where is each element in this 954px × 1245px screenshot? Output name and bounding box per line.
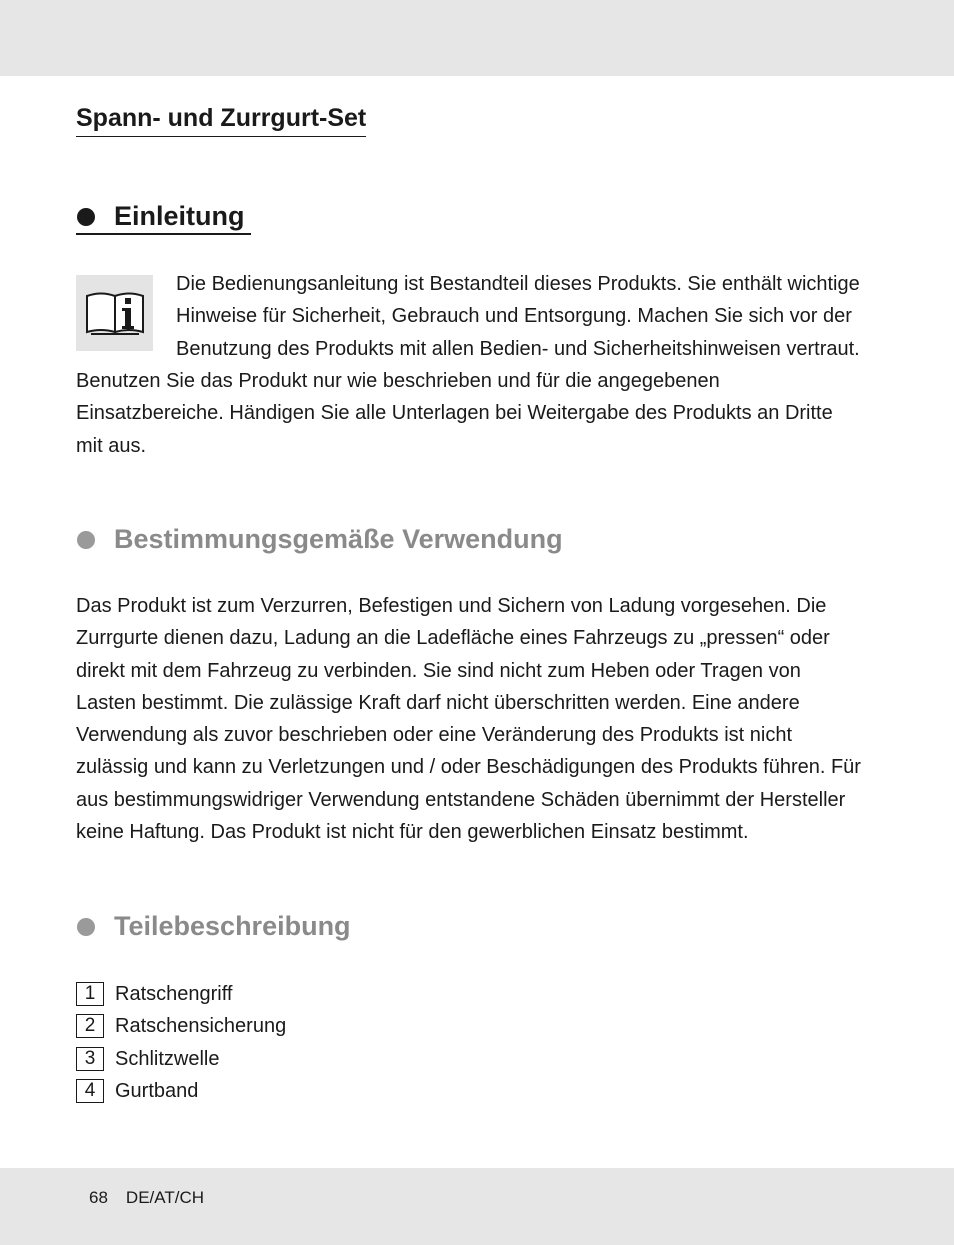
section-bullet-icon [77,531,95,549]
paragraph-line: aus bestimmungswidriger Verwendung entstandene Schäden übernimmt der Hersteller [76,788,846,811]
page-footer [89,1187,204,1209]
paragraph-line: Verwendung als zuvor beschrieben oder eine Veränderung des Produkts ist nicht [76,724,793,747]
part-label: Schlitzwelle [115,1047,220,1070]
top-margin-band [0,0,954,76]
intro-paragraph [176,268,860,365]
paragraph-line: Benutzung des Produkts mit allen Bedien- und Sicherheitshinweisen vertraut. [176,337,860,360]
section-bullet-icon [77,918,95,936]
paragraph-line: keine Haftung. Das Produkt ist nicht für den gewerblichen Einsatz bestimmt. [76,821,749,844]
document-title: Spann- und Zurrgurt-Set [76,102,366,137]
paragraph-line: Hinweise für Sicherheit, Gebrauch und Entsorgung. Machen Sie sich vor der [176,305,852,328]
section-title-teile: Teilebeschreibung [114,911,351,941]
part-number-box: 2 [76,1014,104,1038]
section-title-verwendung: Bestimmungsgemäße Verwendung [114,524,563,554]
part-number-box: 1 [76,982,104,1006]
part-label: Ratschensicherung [115,1015,287,1038]
info-manual-icon [76,275,153,351]
part-number-box: 3 [76,1047,104,1071]
paragraph-line: Das Produkt ist zum Verzurren, Befestigen und Sichern von Ladung vorgesehen. Die [76,595,827,617]
paragraph-line: zulässig und kann zu Verletzungen und / oder Beschädigungen des Produkts führen. Für [76,756,861,779]
locale-label: DE/AT/CH [125,1188,204,1207]
paragraph-line: Zurrgurte dienen dazu, Ladung an die Ladefläche eines Fahrzeugs zu „pressen“ oder [76,627,830,650]
part-label: Gurtband [115,1080,199,1103]
part-number-box: 4 [76,1079,104,1103]
paragraph-line: Die Bedienungsanleitung ist Bestandteil dieses Produkts. Sie enthält wichtige [176,273,860,295]
paragraph-line: Benutzen Sie das Produkt nur wie beschrieben und für die angegebenen [76,370,720,392]
intro-paragraph-continued [76,365,833,462]
paragraph-line: Einsatzbereiche. Händigen Sie alle Unterlagen bei Weitergabe des Produkts an Dritte [76,402,833,425]
part-label: Ratschengriff [115,983,233,1005]
paragraph-line: direkt mit dem Fahrzeug zu verbinden. Sie sind nicht zum Heben oder Tragen von [76,659,801,682]
paragraph-line: Lasten bestimmt. Die zulässige Kraft darf nicht überschritten werden. Eine andere [76,691,800,714]
section-bullet-icon [77,208,95,226]
paragraph-line: mit aus. [76,434,147,457]
verwendung-paragraph [76,590,861,848]
page-number: 68 [89,1188,108,1207]
section-title-underline [76,233,251,235]
section-title-einleitung: Einleitung [114,201,245,231]
